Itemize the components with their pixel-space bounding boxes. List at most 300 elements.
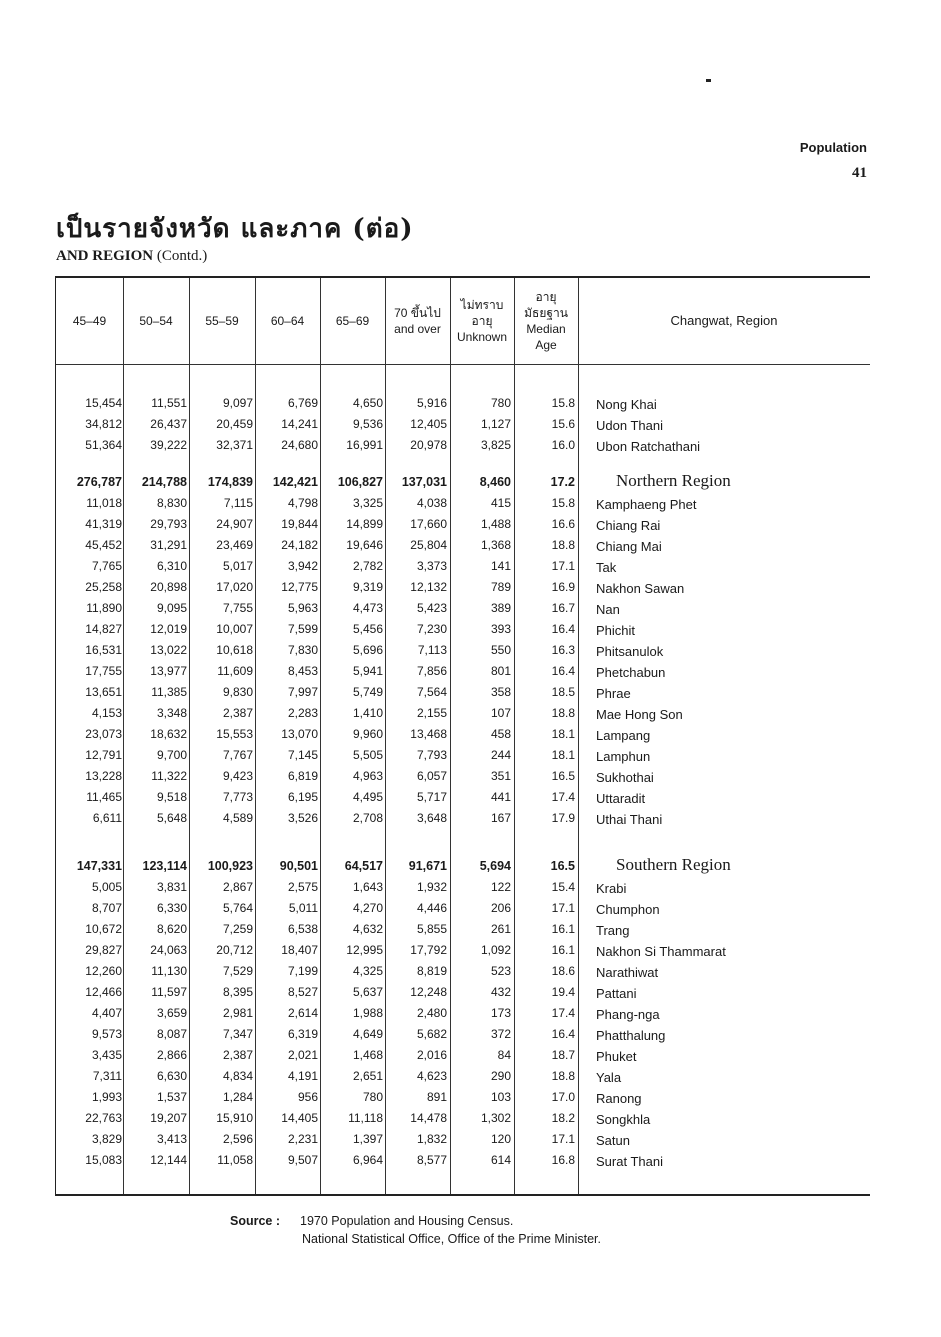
table-cell: 12,791 — [85, 748, 122, 762]
table-cell: 2,866 — [156, 1048, 187, 1062]
table-cell: 103 — [490, 1090, 511, 1104]
table-cell: 5,941 — [352, 664, 383, 678]
table-cell: 206 — [490, 901, 511, 915]
region-name: Southern Region — [616, 855, 731, 874]
table-cell: 41,319 — [85, 517, 122, 531]
col-header-median-en: Median Age — [526, 322, 566, 352]
table-cell: 3,435 — [91, 1048, 122, 1062]
table-cell: 25,258 — [85, 580, 122, 594]
table-cell: 6,319 — [287, 1027, 318, 1041]
table-cell: 244 — [490, 748, 511, 762]
table-cell: 17,755 — [85, 664, 122, 678]
column-divider — [123, 278, 124, 1194]
table-cell: 11,385 — [151, 685, 187, 699]
col-header-median-age — [514, 278, 578, 364]
table-cell: 23,469 — [216, 538, 253, 552]
table-cell: 5,764 — [222, 901, 253, 915]
table-cell: 7,599 — [287, 622, 318, 636]
table-cell: 13,022 — [150, 643, 187, 657]
table-cell: 8,830 — [156, 496, 187, 510]
table-cell: 24,907 — [216, 517, 253, 531]
table-cell: 174,839 — [207, 475, 253, 489]
table-cell: 7,773 — [222, 790, 253, 804]
table-cell: 16,531 — [85, 643, 122, 657]
table-cell: 3,348 — [156, 706, 187, 720]
table-cell: 64,517 — [344, 859, 383, 873]
table-cell: 141 — [490, 559, 511, 573]
table-cell: 16.1 — [551, 943, 575, 957]
table-cell: 22,763 — [85, 1111, 122, 1125]
table-cell: 441 — [490, 790, 511, 804]
changwat-name: Chiang Mai — [596, 539, 662, 554]
table-cell: 9,573 — [91, 1027, 122, 1041]
table-cell: 19,646 — [346, 538, 383, 552]
table-cell: 5,749 — [352, 685, 383, 699]
table-cell: 7,529 — [222, 964, 253, 978]
table-cell: 15,910 — [216, 1111, 253, 1125]
table-cell: 16.0 — [551, 438, 575, 452]
table-cell: 19,207 — [150, 1111, 187, 1125]
table-cell: 90,501 — [279, 859, 318, 873]
title-english-bold: AND REGION — [56, 248, 154, 264]
table-cell: 11,890 — [86, 601, 122, 615]
table-cell: 9,700 — [156, 748, 187, 762]
table-cell: 3,825 — [480, 438, 511, 452]
table-cell: 8,453 — [287, 664, 318, 678]
table-cell: 19,844 — [281, 517, 318, 531]
table-cell: 6,310 — [156, 559, 187, 573]
table-cell: 18.5 — [551, 685, 575, 699]
table-cell: 6,630 — [156, 1069, 187, 1083]
column-divider — [578, 278, 579, 1194]
table-cell: 142,421 — [272, 475, 318, 489]
table-cell: 15,083 — [85, 1153, 122, 1167]
source-line-1: 1970 Population and Housing Census. — [300, 1214, 514, 1228]
table-cell: 2,283 — [287, 706, 318, 720]
table-cell: 91,671 — [408, 859, 447, 873]
table-cell: 9,423 — [222, 769, 253, 783]
table-cell: 9,536 — [352, 417, 383, 431]
table-cell: 4,191 — [287, 1069, 318, 1083]
table-cell: 11,130 — [151, 964, 187, 978]
table-cell: 2,575 — [287, 880, 318, 894]
table-cell: 2,614 — [287, 1006, 318, 1020]
table-cell: 550 — [490, 643, 511, 657]
table-cell: 1,988 — [352, 1006, 383, 1020]
table-cell: 5,011 — [288, 901, 318, 915]
table-cell: 6,964 — [352, 1153, 383, 1167]
table-cell: 11,551 — [151, 396, 187, 410]
table-cell: 8,527 — [287, 985, 318, 999]
table-cell: 5,005 — [91, 880, 122, 894]
table-cell: 20,459 — [216, 417, 253, 431]
table-cell: 18.8 — [551, 538, 575, 552]
table-cell: 13,228 — [85, 769, 122, 783]
table-cell: 5,694 — [479, 859, 511, 873]
changwat-name: Nakhon Sawan — [596, 581, 685, 596]
table-cell: 1,537 — [156, 1090, 187, 1104]
table-cell: 4,495 — [352, 790, 383, 804]
source-note — [230, 1212, 601, 1248]
table-cell: 9,095 — [156, 601, 187, 615]
changwat-name: Mae Hong Son — [596, 707, 683, 722]
col-header-unknown-thai: ไม่ทราบ อายุ — [460, 298, 504, 328]
column-divider — [189, 278, 190, 1194]
table-cell: 5,456 — [352, 622, 383, 636]
table-cell: 17,020 — [216, 580, 253, 594]
table-cell: 14,405 — [281, 1111, 318, 1125]
col-header-unknown — [450, 278, 514, 364]
table-cell: 4,798 — [287, 496, 318, 510]
table-cell: 17,660 — [410, 517, 447, 531]
table-cell: 276,787 — [76, 475, 122, 489]
table-cell: 10,672 — [85, 922, 122, 936]
table-cell: 15,553 — [216, 727, 253, 741]
table-cell: 4,623 — [416, 1069, 447, 1083]
table-cell: 51,364 — [85, 438, 122, 452]
page-speck — [706, 79, 711, 82]
table-cell: 1,368 — [480, 538, 511, 552]
table-cell: 12,248 — [410, 985, 447, 999]
changwat-name: Phichit — [596, 623, 636, 638]
table-cell: 13,977 — [150, 664, 187, 678]
table-cell: 20,978 — [410, 438, 447, 452]
table-cell: 122 — [490, 880, 511, 894]
table-cell: 11,609 — [217, 664, 253, 678]
table-cell: 14,899 — [346, 517, 383, 531]
table-cell: 32,371 — [216, 438, 253, 452]
table-cell: 16.1 — [551, 922, 575, 936]
table-cell: 29,793 — [150, 517, 187, 531]
table-cell: 1,832 — [416, 1132, 447, 1146]
changwat-name: Surat Thani — [596, 1154, 663, 1169]
table-cell: 4,649 — [352, 1027, 383, 1041]
table-cell: 1,302 — [480, 1111, 511, 1125]
table-cell: 4,038 — [416, 496, 447, 510]
table-cell: 20,898 — [150, 580, 187, 594]
changwat-name: Kamphaeng Phet — [596, 497, 697, 512]
table-cell: 16.4 — [551, 1027, 575, 1041]
table-cell: 9,830 — [222, 685, 253, 699]
table-cell: 2,480 — [416, 1006, 447, 1020]
table-cell: 16.4 — [551, 664, 575, 678]
table-cell: 1,468 — [352, 1048, 383, 1062]
table-cell: 4,632 — [352, 922, 383, 936]
table-cell: 18.6 — [551, 964, 575, 978]
table-cell: 1,932 — [416, 880, 447, 894]
changwat-name: Chiang Rai — [596, 518, 661, 533]
table-cell: 16.7 — [551, 601, 575, 615]
changwat-name: Tak — [596, 560, 617, 575]
table-cell: 29,827 — [85, 943, 122, 957]
table-cell: 16.5 — [550, 859, 575, 873]
table-cell: 13,651 — [85, 685, 122, 699]
table-cell: 5,017 — [222, 559, 253, 573]
table-cell: 415 — [490, 496, 511, 510]
table-cell: 15.8 — [551, 496, 575, 510]
table-cell: 2,981 — [222, 1006, 253, 1020]
table-cell: 7,347 — [222, 1027, 253, 1041]
region-name: Northern Region — [616, 471, 731, 490]
table-cell: 3,325 — [352, 496, 383, 510]
changwat-name: Lampang — [596, 728, 651, 743]
table-cell: 17.1 — [551, 559, 575, 573]
table-cell: 18.7 — [551, 1048, 575, 1062]
table-cell: 8,819 — [416, 964, 447, 978]
table-cell: 1,284 — [222, 1090, 253, 1104]
table-cell: 13,070 — [281, 727, 318, 741]
table-cell: 6,769 — [287, 396, 318, 410]
table-cell: 5,423 — [416, 601, 447, 615]
table-cell: 1,397 — [352, 1132, 383, 1146]
column-divider — [450, 278, 451, 1194]
table-cell: 18,407 — [281, 943, 318, 957]
table-cell: 12,019 — [150, 622, 187, 636]
table-cell: 17.4 — [551, 790, 575, 804]
source-line-2: National Statistical Office, Office of the Prime Minister. — [302, 1232, 601, 1246]
table-cell: 12,260 — [85, 964, 122, 978]
table-cell: 11,465 — [86, 790, 122, 804]
table-cell: 1,410 — [352, 706, 383, 720]
table-cell: 1,643 — [352, 880, 383, 894]
table-cell: 20,712 — [216, 943, 253, 957]
table-cell: 15.6 — [551, 417, 575, 431]
table-cell: 45,452 — [85, 538, 122, 552]
changwat-name: Pattani — [596, 986, 637, 1001]
col-header-60-64: 60–64 — [270, 314, 305, 328]
changwat-name: Narathiwat — [596, 965, 659, 980]
table-cell: 9,507 — [287, 1153, 318, 1167]
table-cell: 8,707 — [91, 901, 122, 915]
table-cell: 2,867 — [222, 880, 253, 894]
table-cell: 5,682 — [416, 1027, 447, 1041]
table-cell: 4,589 — [222, 811, 253, 825]
table-cell: 780 — [362, 1090, 383, 1104]
table-cell: 15.4 — [551, 880, 575, 894]
table-cell: 7,767 — [222, 748, 253, 762]
table-cell: 1,488 — [480, 517, 511, 531]
col-header-median-thai: อายุ มัธยฐาน — [524, 290, 568, 320]
source-label: Source : — [230, 1214, 281, 1228]
changwat-name: Chumphon — [596, 902, 660, 917]
table-cell: 16,991 — [346, 438, 383, 452]
table-cell: 4,446 — [416, 901, 447, 915]
table-cell: 7,113 — [417, 643, 447, 657]
table-cell: 4,650 — [352, 396, 383, 410]
table-cell: 5,696 — [352, 643, 383, 657]
table-cell: 31,291 — [150, 538, 187, 552]
table-cell: 5,916 — [416, 396, 447, 410]
table-cell: 956 — [297, 1090, 318, 1104]
changwat-name: Uttaradit — [596, 791, 646, 806]
changwat-name: Phuket — [596, 1049, 637, 1064]
table-cell: 17.4 — [551, 1006, 575, 1020]
column-divider — [514, 278, 515, 1194]
table-cell: 24,680 — [281, 438, 318, 452]
table-cell: 16.5 — [551, 769, 575, 783]
table-cell: 7,145 — [287, 748, 318, 762]
table-cell: 458 — [490, 727, 511, 741]
table-cell: 8,395 — [222, 985, 253, 999]
col-header-70-thai: 70 ขึ้นไป — [394, 306, 441, 320]
col-header-65-69: 65–69 — [335, 314, 370, 328]
table-cell: 17.1 — [551, 901, 575, 915]
changwat-name: Phatthalung — [596, 1028, 666, 1043]
table-cell: 7,259 — [222, 922, 253, 936]
changwat-name: Phitsanulok — [596, 644, 664, 659]
table-cell: 1,092 — [480, 943, 511, 957]
table-cell: 7,856 — [416, 664, 447, 678]
column-divider — [385, 278, 386, 1194]
table-cell: 12,995 — [346, 943, 383, 957]
col-header-55-59: 55–59 — [205, 314, 239, 328]
table-cell: 5,648 — [156, 811, 187, 825]
table-cell: 18.8 — [551, 706, 575, 720]
table-cell: 17.1 — [551, 1132, 575, 1146]
changwat-name: Ubon Ratchathani — [596, 439, 701, 454]
table-cell: 147,331 — [76, 859, 122, 873]
population-table — [55, 276, 870, 1196]
table-cell: 16.3 — [551, 643, 575, 657]
table-cell: 351 — [490, 769, 511, 783]
table-cell: 12,144 — [150, 1153, 187, 1167]
table-cell: 3,831 — [156, 880, 187, 894]
table-cell: 7,793 — [416, 748, 447, 762]
table-cell: 16.9 — [551, 580, 575, 594]
table-cell: 6,330 — [156, 901, 187, 915]
table-cell: 7,755 — [222, 601, 253, 615]
table-cell: 7,230 — [416, 622, 447, 636]
table-cell: 7,564 — [416, 685, 447, 699]
table-cell: 8,087 — [156, 1027, 187, 1041]
table-cell: 16.8 — [551, 1153, 575, 1167]
table-cell: 11,322 — [151, 769, 187, 783]
table-cell: 7,830 — [287, 643, 318, 657]
table-cell: 25,804 — [410, 538, 447, 552]
table-cell: 12,405 — [410, 417, 447, 431]
table-cell: 24,063 — [150, 943, 187, 957]
table-cell: 100,923 — [207, 859, 253, 873]
changwat-name: Yala — [596, 1070, 622, 1085]
table-cell: 6,538 — [287, 922, 318, 936]
changwat-name: Uthai Thani — [596, 812, 663, 827]
table-cell: 3,413 — [156, 1132, 187, 1146]
table-cell: 891 — [426, 1090, 447, 1104]
changwat-name: Nong Khai — [596, 397, 657, 412]
table-cell: 17,792 — [410, 943, 447, 957]
table-cell: 389 — [490, 601, 511, 615]
col-header-unknown-en: Unknown — [456, 330, 508, 344]
table-cell: 39,222 — [150, 438, 187, 452]
table-cell: 372 — [490, 1027, 511, 1041]
table-cell: 15.8 — [551, 396, 575, 410]
table-cell: 2,231 — [287, 1132, 318, 1146]
table-title-english — [56, 248, 207, 265]
table-cell: 11,597 — [151, 985, 187, 999]
table-cell: 14,241 — [281, 417, 318, 431]
table-cell: 15,454 — [85, 396, 122, 410]
table-cell: 4,325 — [352, 964, 383, 978]
table-cell: 18.8 — [551, 1069, 575, 1083]
table-cell: 13,468 — [410, 727, 447, 741]
table-cell: 173 — [490, 1006, 511, 1020]
table-cell: 17.9 — [551, 811, 575, 825]
table-cell: 5,717 — [416, 790, 447, 804]
table-cell: 5,637 — [352, 985, 383, 999]
table-cell: 16.4 — [551, 622, 575, 636]
table-cell: 1,993 — [91, 1090, 122, 1104]
changwat-name: Lamphun — [596, 749, 651, 764]
column-divider — [320, 278, 321, 1194]
table-cell: 2,708 — [352, 811, 383, 825]
table-cell: 18,632 — [150, 727, 187, 741]
changwat-name: Phetchabun — [596, 665, 666, 680]
table-cell: 2,782 — [352, 559, 383, 573]
changwat-name: Krabi — [596, 881, 627, 896]
col-header-70-en: and over — [394, 322, 441, 336]
changwat-name: Nan — [596, 602, 620, 617]
table-cell: 2,021 — [287, 1048, 318, 1062]
table-cell: 9,518 — [156, 790, 187, 804]
table-title-thai: เป็นรายจังหวัด และภาค (ต่อ) — [56, 214, 414, 244]
changwat-name: Phrae — [596, 686, 631, 701]
table-cell: 7,311 — [92, 1069, 122, 1083]
table-cell: 9,097 — [222, 396, 253, 410]
table-cell: 290 — [490, 1069, 511, 1083]
changwat-name: Satun — [596, 1133, 630, 1148]
table-cell: 11,018 — [86, 496, 122, 510]
table-cell: 6,819 — [287, 769, 318, 783]
table-cell: 7,997 — [287, 685, 318, 699]
table-cell: 16.6 — [551, 517, 575, 531]
table-cell: 3,942 — [287, 559, 318, 573]
table-cell: 107 — [490, 706, 511, 720]
table-cell: 8,620 — [156, 922, 187, 936]
table-cell: 214,788 — [141, 475, 187, 489]
changwat-name: Trang — [596, 923, 630, 938]
table-cell: 4,473 — [352, 601, 383, 615]
table-cell: 24,182 — [281, 538, 318, 552]
table-cell: 393 — [490, 622, 511, 636]
table-cell: 2,387 — [222, 706, 253, 720]
col-header-50-54: 50–54 — [139, 314, 173, 328]
table-cell: 23,073 — [85, 727, 122, 741]
table-cell: 12,466 — [85, 985, 122, 999]
table-cell: 19.4 — [551, 985, 575, 999]
table-cell: 5,855 — [416, 922, 447, 936]
table-cell: 11,058 — [217, 1153, 253, 1167]
table-cell: 3,373 — [416, 559, 447, 573]
table-cell: 4,270 — [352, 901, 383, 915]
col-header-70-over — [385, 278, 450, 364]
changwat-name: Phang-nga — [596, 1007, 660, 1022]
table-cell: 9,319 — [352, 580, 383, 594]
header-rule — [56, 364, 870, 365]
table-cell: 2,016 — [416, 1048, 447, 1062]
table-cell: 17.2 — [550, 475, 575, 489]
table-cell: 4,153 — [91, 706, 122, 720]
table-cell: 261 — [490, 922, 511, 936]
changwat-name: Udon Thani — [596, 418, 663, 433]
table-cell: 10,007 — [216, 622, 253, 636]
table-cell: 167 — [490, 811, 511, 825]
table-cell: 2,651 — [352, 1069, 383, 1083]
table-cell: 7,115 — [223, 496, 253, 510]
table-cell: 26,437 — [150, 417, 187, 431]
col-header-45-49: 45–49 — [72, 314, 107, 328]
table-cell: 5,505 — [352, 748, 383, 762]
table-cell: 18.2 — [551, 1111, 575, 1125]
